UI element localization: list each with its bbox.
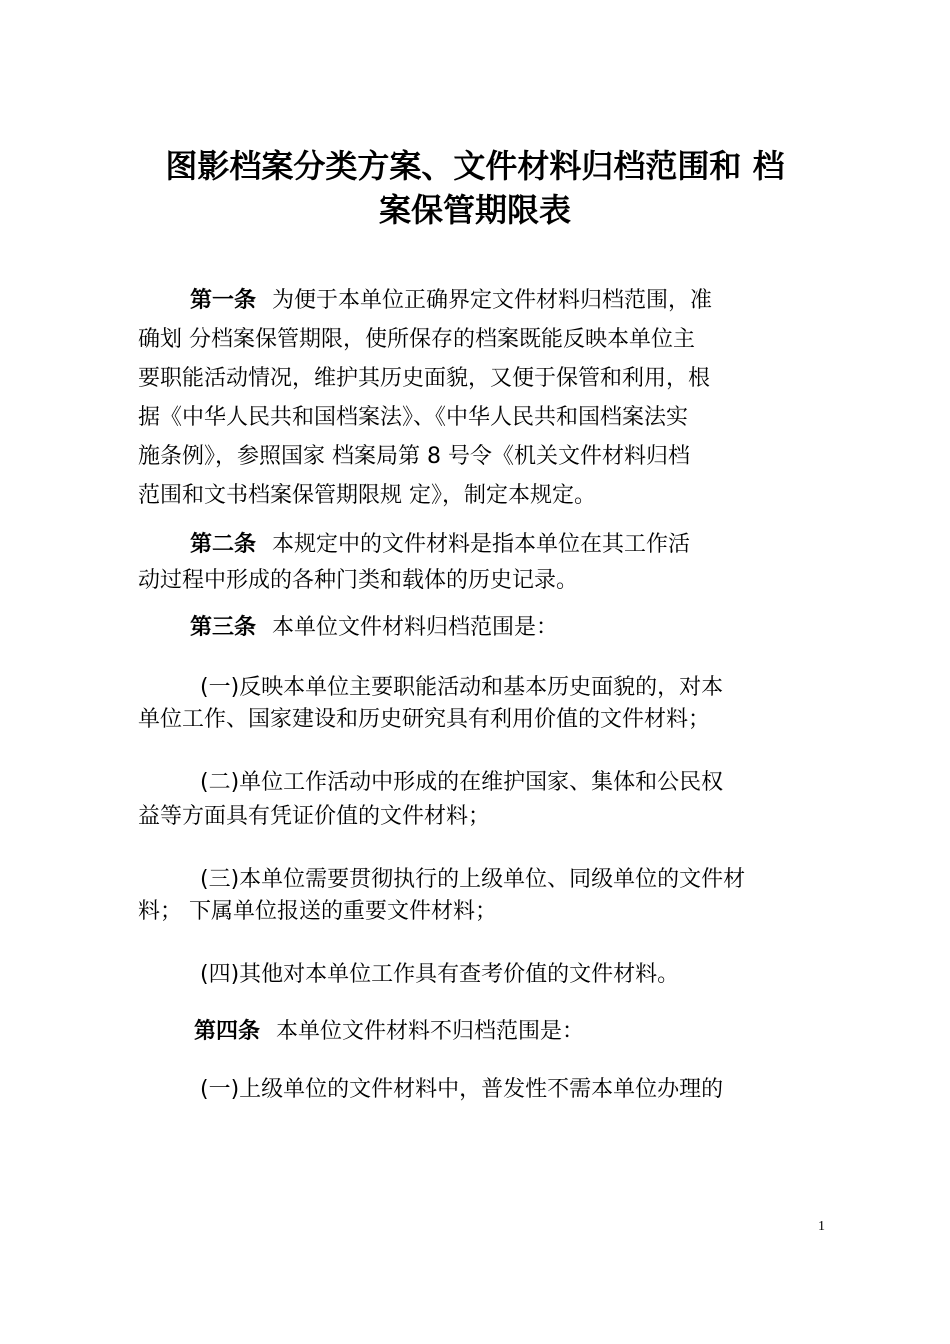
article-1-text-line-1: 为便于本单位正确界定文件材料归档范围，准 [272, 288, 713, 313]
article-2-text-line-2: 动过程中形成的各种门类和载体的历史记录。 [138, 568, 579, 593]
article-1-text-line-5: 施条例》，参照国家 档案局第 8 号令《机关文件材料归档 [138, 444, 690, 469]
article-3-item-3-line-2: 料； 下属单位报送的重要文件材料； [138, 899, 497, 924]
article-3-item-1-line-1: (一)反映本单位主要职能活动和基本历史面貌的，对本 [200, 675, 724, 700]
article-3-item-2-line-1: (二)单位工作活动中形成的在维护国家、集体和公民权 [200, 770, 724, 795]
document-title-line-1: 图影档案分类方案、文件材料归档范围和 档 [165, 147, 785, 185]
article-2-first-line [190, 530, 690, 560]
article-2-text-line-1: 本规定中的文件材料是指本单位在其工作活 [272, 532, 691, 557]
article-1-heading: 第一条 [190, 288, 257, 313]
article-1-first-line [190, 286, 712, 316]
article-3-item-2-line-2: 益等方面具有凭证价值的文件材料； [138, 804, 491, 829]
article-4-heading: 第四条 [194, 1019, 261, 1044]
article-3-item-3-line-1: (三)本单位需要贯彻执行的上级单位、同级单位的文件材 [200, 867, 746, 892]
article-4-lead: 本单位文件材料不归档范围是： [276, 1019, 585, 1044]
article-4-item-1-line-1: (一)上级单位的文件材料中，普发性不需本单位办理的 [200, 1077, 724, 1102]
article-3-item-1-line-2: 单位工作、国家建设和历史研究具有利用价值的文件材料； [138, 707, 711, 732]
document-title-line-2: 案保管期限表 [378, 191, 571, 229]
article-1-text-line-4: 据《中华人民共和国档案法》、《中华人民共和国档案法实 [138, 405, 689, 430]
article-3-first-line [190, 613, 558, 643]
article-3-item-4-line-1: (四)其他对本单位工作具有查考价值的文件材料。 [200, 962, 680, 987]
article-1-text-line-6: 范围和文书档案保管期限规 定》，制定本规定。 [138, 483, 596, 508]
article-2-heading: 第二条 [190, 532, 257, 557]
article-4-first-line [194, 1017, 584, 1047]
article-1-text-line-2: 确划 分档案保管期限，使所保存的档案既能反映本单位主 [138, 327, 695, 352]
article-3-heading: 第三条 [190, 615, 257, 640]
article-3-lead: 本单位文件材料归档范围是： [272, 615, 559, 640]
page-number: 1 [818, 1219, 825, 1234]
article-1-text-line-3: 要职能活动情况，维护其历史面貌，又便于保管和利用，根 [138, 366, 711, 391]
